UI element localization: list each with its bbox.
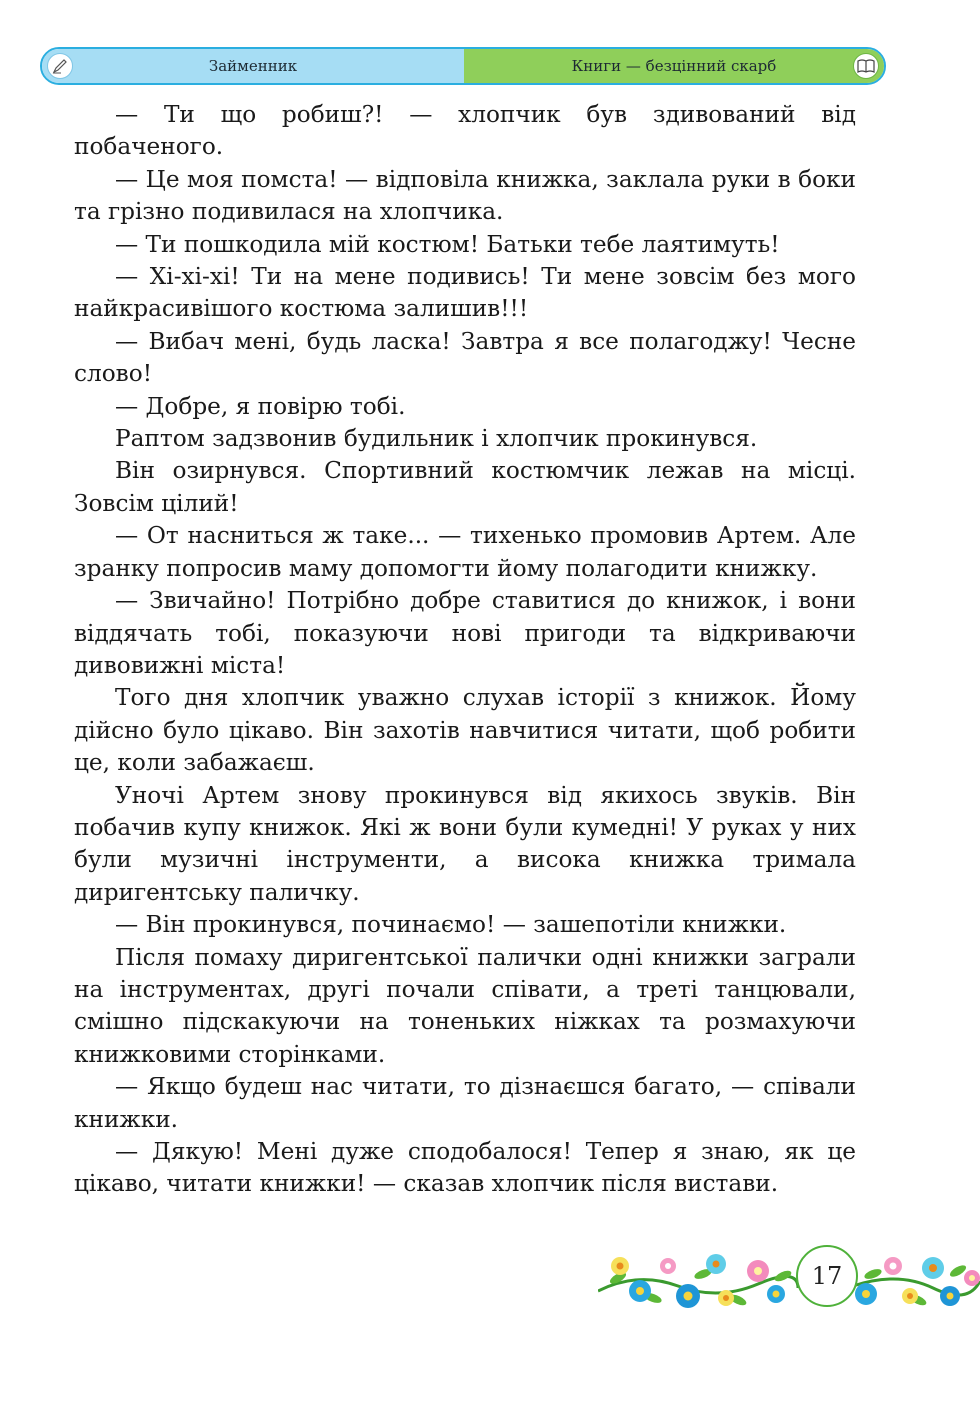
- paragraph: — Він прокинувся, починаємо! — зашепотіли книжки.: [115, 911, 787, 939]
- header-topic-title: Займенник: [208, 57, 298, 75]
- paragraph: — Дякую! Мені дуже сподобалося! Тепер я знаю, як це цікаво, читати книжки! — сказав хлопчик після вистави.: [74, 1138, 856, 1198]
- paragraph: — Добре, я повірю тобі.: [115, 392, 406, 420]
- page-number: 17: [796, 1245, 858, 1307]
- paragraph: Того дня хлопчик уважно слухав історії з книжок. Йому дійсно було цікаво. Він захотів навчитися читати, щоб робити це, коли забажаєш.: [74, 684, 856, 777]
- paragraph: — Хі-хі-хі! Ти на мене подивись! Ти мене зовсім без мого найкрасивішого костюма залишив!!!: [74, 263, 856, 323]
- paragraph: — Ти що робиш?! — хлопчик був здивований від побаченого.: [74, 101, 856, 161]
- paragraph: — Якщо будеш нас читати, то дізнаєшся багато, — співали книжки.: [74, 1073, 856, 1133]
- book-icon: [853, 53, 879, 79]
- paragraph: — Звичайно! Потрібно добре ставитися до книжок, і вони віддячать тобі, показуючи нові пригоди та відкриваючи дивовижні міста!: [74, 587, 856, 679]
- paragraph: Уночі Артем знову прокинувся від якихось звуків. Він побачив купу книжок. Які ж вони були кумедні! У руках у них були музичні інструменти, а висока книжка тримала диригентську паличку.: [74, 781, 856, 906]
- header-section-left: [42, 49, 464, 83]
- paragraph: — Ти пошкодила мій костюм! Батьки тебе лаятимуть!: [115, 230, 780, 258]
- header-unit-title: Книги — безцінний скарб: [571, 57, 777, 75]
- paragraph: — Вибач мені, будь ласка! Завтра я все полагоджу! Чесне слово!: [74, 327, 856, 388]
- story-text: [74, 99, 856, 1201]
- paragraph: Після помаху диригентської палички одні книжки заграли на інструментах, другі почали співати, а треті танцювали, смішно підскакуючи на тоненьких ніжках та розмахуючи книжковими сторінками.: [74, 943, 856, 1068]
- paragraph: — Це моя помста! — відповіла книжка, заклала руки в боки та грізно подивилася на хлопчика.: [74, 165, 856, 226]
- paragraph: Раптом задзвонив будильник і хлопчик прокинувся.: [115, 425, 758, 453]
- flower-garland-decoration: [598, 1236, 980, 1326]
- paragraph: — От насниться ж таке... — тихенько промовив Артем. Але зранку попросив маму допомогти йому полагодити книжку.: [74, 522, 856, 582]
- pen-icon: [47, 53, 73, 79]
- header-section-right: [464, 49, 884, 83]
- page-header: [40, 47, 886, 85]
- paragraph: Він озирнувся. Спортивний костюмчик лежав на місці. Зовсім цілий!: [74, 457, 856, 517]
